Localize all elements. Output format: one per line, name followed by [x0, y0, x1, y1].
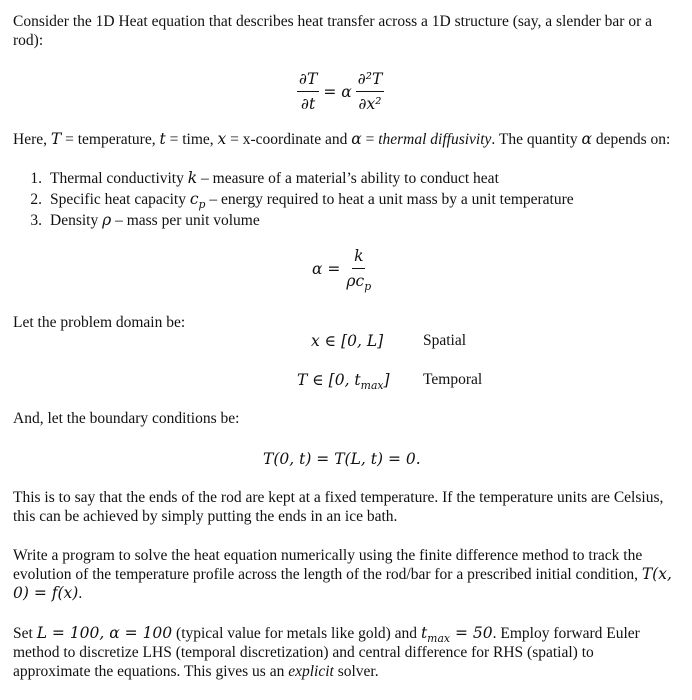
- def-text: Here,: [13, 131, 51, 148]
- alpha-eq-den: [344, 269, 373, 294]
- property-list: [22, 168, 574, 231]
- list-symbol: ρ: [102, 211, 112, 229]
- temporal-expr: T ∈ [0, t: [297, 371, 361, 389]
- alpha-eq-fraction: [344, 247, 373, 294]
- list-symbol-sub: p: [198, 198, 206, 212]
- heat-eq-rhs-num: ∂²T: [356, 70, 385, 92]
- list-text: Thermal conductivity: [50, 170, 184, 187]
- alpha-eq-num: k: [352, 247, 365, 269]
- program-text: Write a program to solve the heat equation numerically using the finite difference method to track the evolution of the temperature profile across the length of the rod/bar for a prescribed initial condition,: [13, 547, 643, 583]
- def-text: . The quantity: [491, 131, 582, 148]
- program-paragraph: [13, 546, 675, 603]
- list-text: Density: [50, 212, 99, 229]
- def-text: = x-coordinate and: [226, 131, 352, 148]
- params-text: Set: [13, 625, 37, 642]
- def-text: = temperature,: [61, 131, 160, 148]
- params-values: L = 100, α = 100: [36, 624, 173, 642]
- temporal-label: Temporal: [423, 371, 483, 388]
- def-symbol: t: [159, 130, 166, 148]
- list-text: – energy required to heat a unit mass by a unit temperature: [209, 191, 574, 208]
- explicit-emphasis: explicit: [288, 663, 334, 680]
- list-item: [22, 210, 574, 231]
- def-symbol: α: [581, 130, 593, 148]
- heat-eq-rhs-den: ∂x²: [358, 95, 382, 113]
- list-text: – measure of a material’s ability to conduct heat: [201, 170, 499, 187]
- spatial-domain: x ∈ [0, L]: [311, 332, 384, 350]
- heat-eq-equals: = α: [323, 82, 352, 101]
- temporal-sub: max: [360, 379, 384, 393]
- list-number: 1.: [30, 170, 42, 187]
- bc-intro: And, let the boundary conditions be:: [13, 410, 240, 427]
- bc-equation: T(0, t) = T(L, t) = 0.: [263, 450, 421, 468]
- initial-condition: T(x, 0) = f(x): [13, 565, 672, 602]
- heat-eq-lhs: [297, 70, 319, 113]
- def-symbol: α: [351, 130, 362, 148]
- temporal-close: ]: [383, 371, 390, 389]
- def-text: depends on:: [592, 131, 671, 148]
- list-text: Specific heat capacity: [50, 191, 186, 208]
- alpha-eq-lhs: α =: [312, 259, 341, 278]
- heat-eq-lhs-num: ∂T: [297, 70, 319, 92]
- tmax-base: t: [420, 624, 428, 642]
- list-item: [22, 189, 574, 210]
- def-symbol: x: [217, 130, 227, 148]
- list-text: – mass per unit volume: [115, 212, 260, 229]
- list-symbol: [190, 189, 206, 210]
- def-text: = time,: [165, 131, 218, 148]
- list-item: [22, 168, 574, 189]
- def-emphasis: thermal diffusivity: [378, 131, 492, 148]
- def-symbol: T: [50, 130, 62, 148]
- program-text-end: .: [78, 585, 83, 602]
- params-text: solver.: [333, 663, 379, 680]
- tmax-value: = 50: [450, 624, 493, 642]
- alpha-equation: [312, 247, 373, 294]
- def-text: =: [361, 131, 379, 148]
- list-symbol-base: c: [189, 190, 199, 208]
- alpha-eq-den-sub: p: [364, 280, 372, 294]
- heat-eq-lhs-den: ∂t: [301, 95, 316, 113]
- domain-intro: Let the problem domain be:: [13, 314, 186, 331]
- list-number: 2.: [30, 191, 42, 208]
- tmax-symbol: [420, 624, 493, 646]
- parameters-paragraph: [13, 624, 675, 681]
- list-number: 3.: [30, 212, 42, 229]
- heat-equation: [297, 70, 384, 113]
- list-symbol: k: [187, 169, 198, 187]
- temporal-domain: [297, 371, 390, 393]
- heat-eq-rhs: [356, 70, 385, 113]
- spatial-label: Spatial: [423, 332, 467, 349]
- alpha-eq-den-base: ρc: [346, 272, 365, 290]
- params-text: . Employ forward Euler method to discretize LHS (temporal discretization) and central difference for RHS (spatial) to approximate the equations. This gives us an: [13, 625, 640, 680]
- params-text: (typical value for metals like gold) and: [172, 625, 421, 642]
- tmax-sub: max: [427, 632, 451, 646]
- ice-bath-paragraph: This is to say that the ends of the rod are kept at a fixed temperature. If the temperature units are Celsius, this can be achieved by simply putting the ends in an ice bath.: [13, 489, 664, 525]
- intro-paragraph: Consider the 1D Heat equation that describes heat transfer across a 1D structure (say, a slender bar or a rod):: [13, 13, 652, 49]
- definitions-paragraph: [13, 130, 675, 149]
